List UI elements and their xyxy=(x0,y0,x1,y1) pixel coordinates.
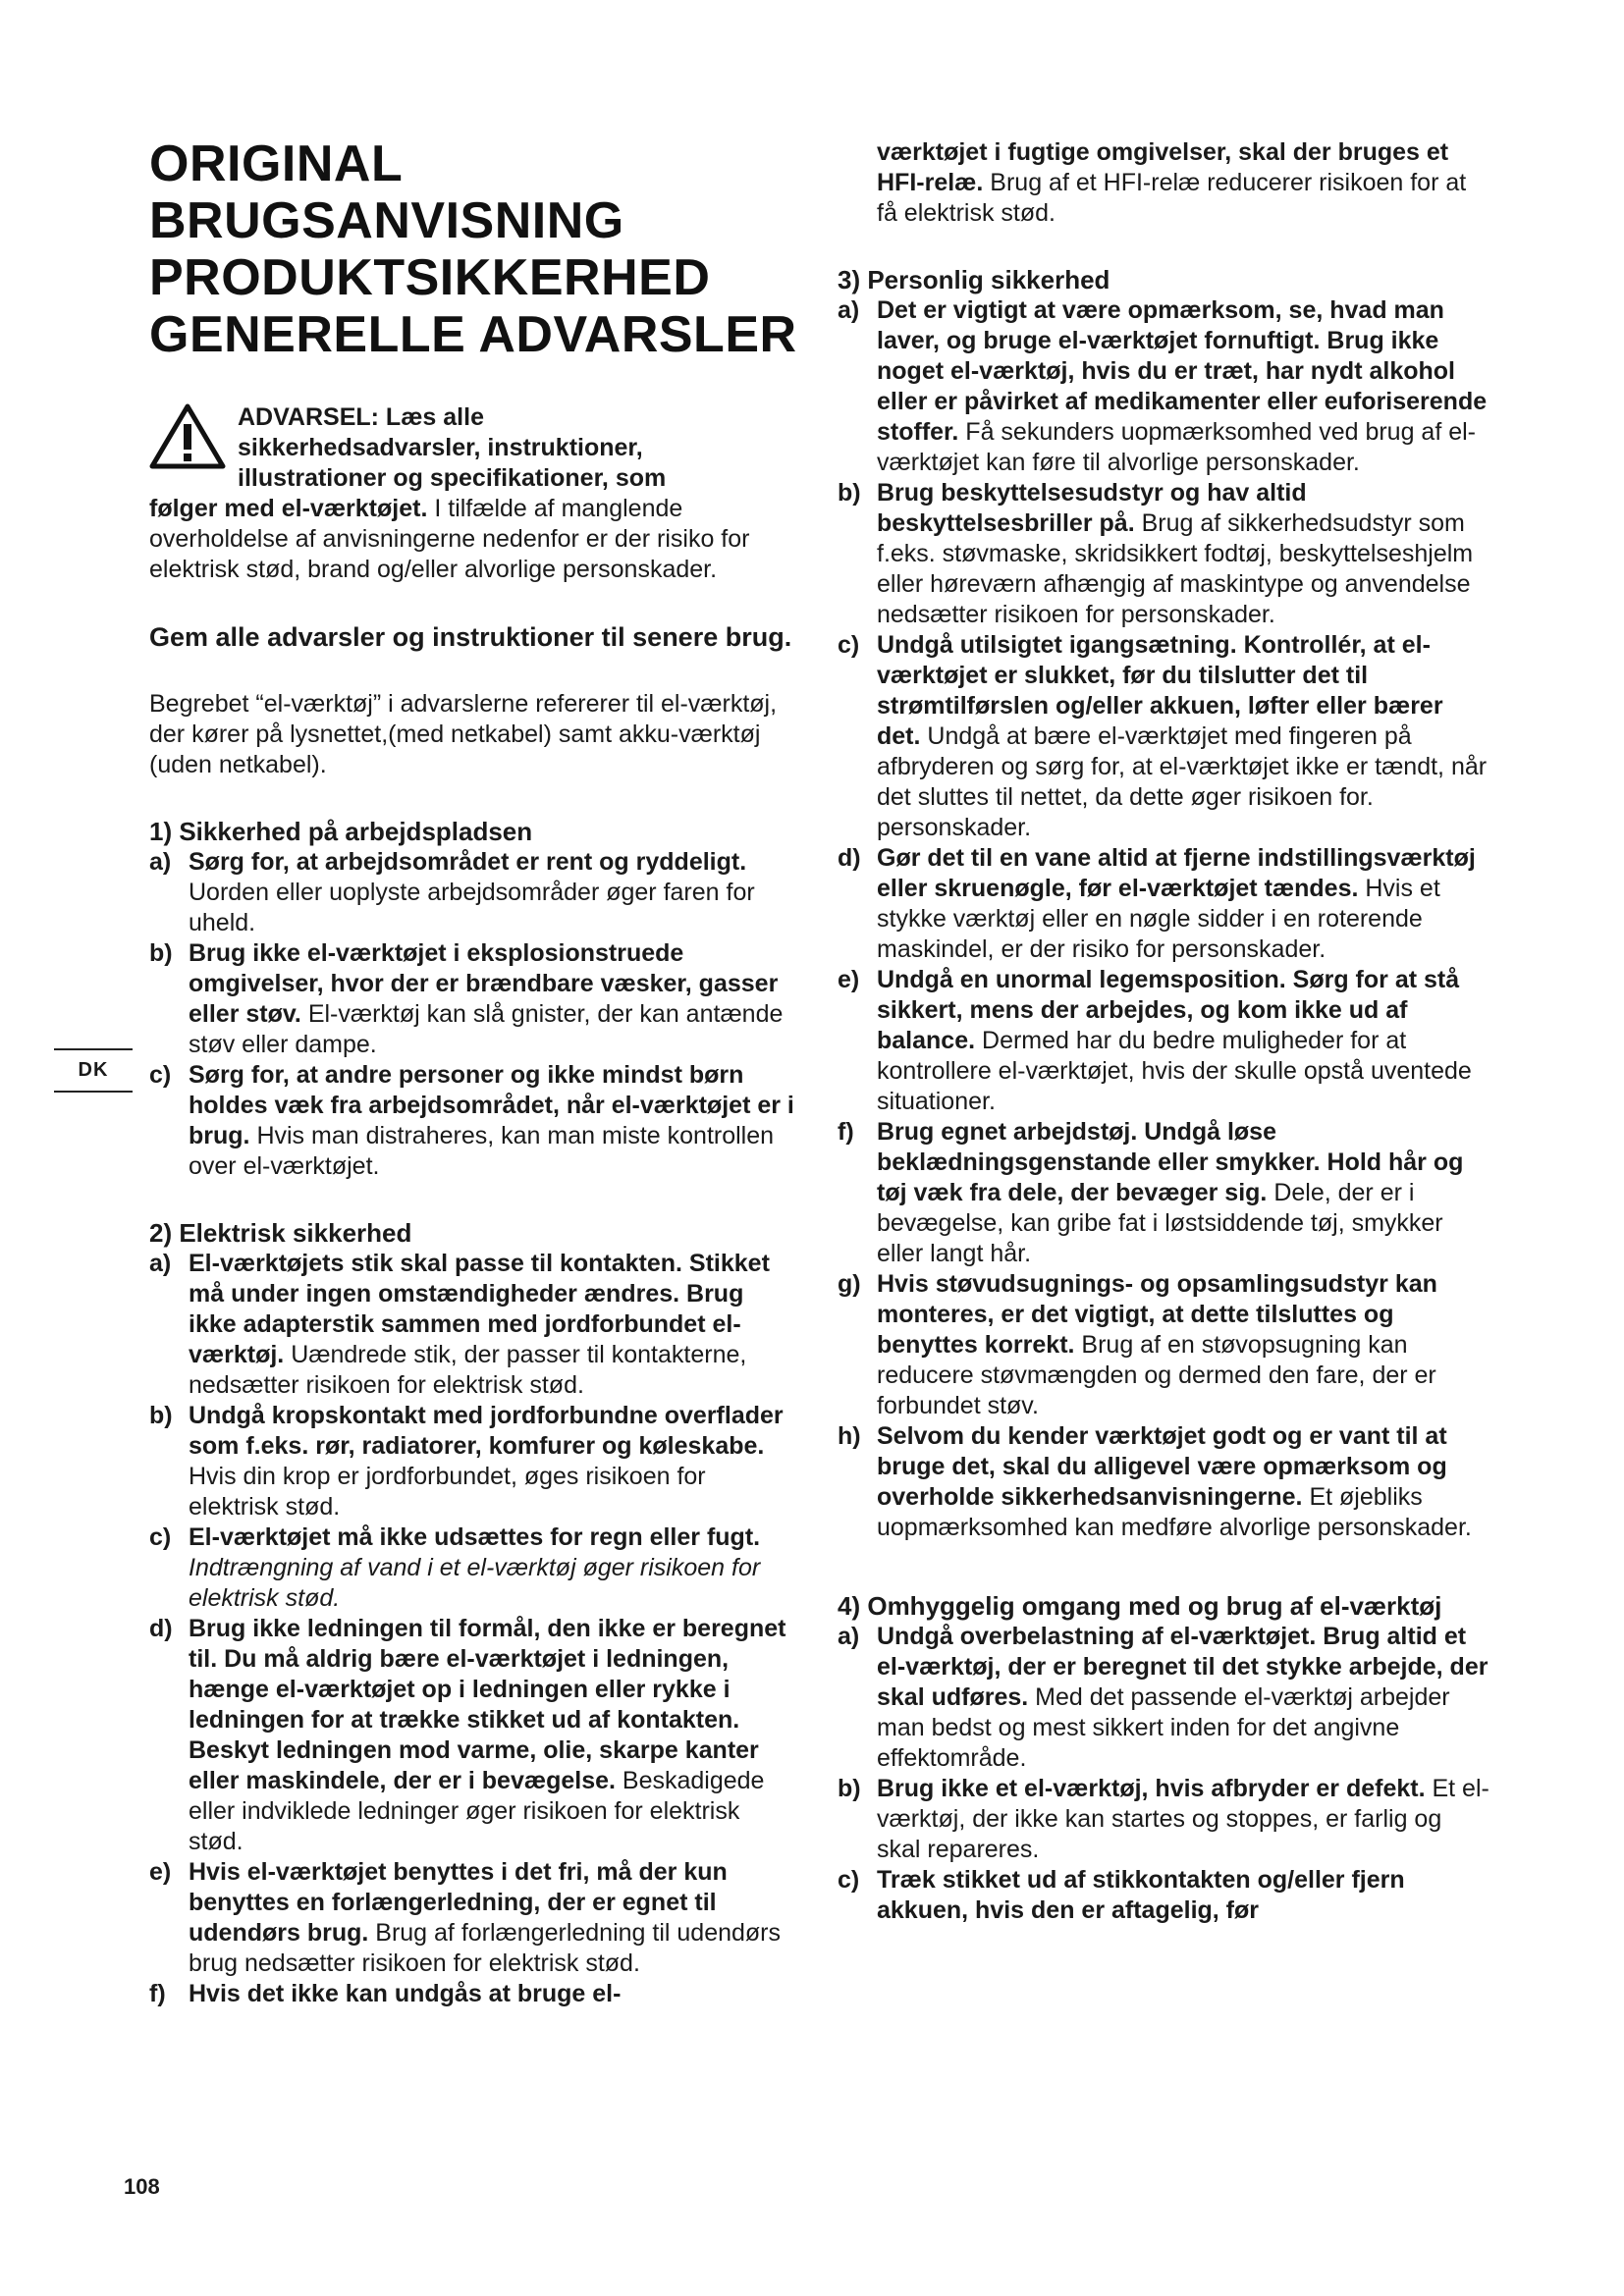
s2-item-c: c) El-værktøjet må ikke udsættes for regn eller fugt. Indtrængning af vand i et el-værktøj øger risikoen for elektrisk stød. xyxy=(149,1523,761,1612)
warning-line-1: ADVARSEL: Læs alle xyxy=(238,403,484,431)
section-1-heading: 1) Sikkerhed på arbejdspladsen xyxy=(149,817,533,846)
page-number: 108 xyxy=(124,2174,160,2199)
s3-item-h: h) Selvom du kender værktøjet godt og er vant til at bruge det, skal du alligevel være opmærksom og overholde sikkerhedsanvisningerne. Et øjebliks uopmærksomhed kan medføre alvorlige personskader. xyxy=(838,1422,1472,1541)
s3-item-d: d) Gør det til en vane altid at fjerne indstillingsværktøj eller skruenøgle, før el-værktøjet tændes. Hvis et stykke værktøj eller en nøgle sidder i en roterende maskindel, er der risiko for personskader. xyxy=(838,844,1476,963)
warning-block xyxy=(149,402,797,585)
warning-triangle-icon xyxy=(149,402,226,469)
s2-item-a: a) El-værktøjets stik skal passe til kontakten. Stikket må under ingen omstændigheder ændres. Brug ikke adapterstik sammen med jordforbundet el-værktøj. Uændrede stik, der passer til kontakterne, nedsætter risikoen for elektrisk stød. xyxy=(149,1250,770,1399)
s3-item-c: c) Undgå utilsigtet igangsætning. Kontrollér, at el-værktøjet er slukket, før du tilslutter det til strømtilførslen og/eller akkuen, løfter eller bærer det. Undgå at bære el-værktøjet med fingeren på afbryderen og sørg for, at el-værktøjet ikke er tændt, når det sluttes til nettet, da dette øger risikoen for. personskader. xyxy=(838,631,1488,841)
save-instructions-heading: Gem alle advarsler og instruktioner til senere brug. xyxy=(149,622,792,652)
s2-item-e: e) Hvis el-værktøjet benyttes i det fri, må der kun benyttes en forlængerledning, der er egnet til udendørs brug. Brug af forlængerledning til udendørs brug nedsætter risikoen for elektrisk stød. xyxy=(149,1858,782,1977)
s2-item-d: d) Brug ikke ledningen til formål, den ikke er beregnet til. Du må aldrig bære el-værktøjet i ledningen, hænge el-værktøjet op i ledningen eller rykke i ledningen for at trække stikket ud af kontakten. Beskyt ledningen mod varme, olie, skarpe kanter eller maskindele, der er i bevægelse. Beskadigede eller indviklede ledninger øger risikoen for elektrisk stød. xyxy=(149,1615,786,1855)
s4-item-b: b) Brug ikke et el-værktøj, hvis afbryder er defekt. Et el-værktøj, der ikke kan startes og stoppes, er farlig og skal repareres. xyxy=(838,1775,1489,1863)
section-2-heading: 2) Elektrisk sikkerhed xyxy=(149,1218,412,1248)
warning-line-2: sikkerhedsadvarsler, instruktioner, xyxy=(238,434,643,461)
s2-item-f-continued: værktøjet i fugtige omgivelser, skal der bruges et HFI-relæ. Brug af et HFI-relæ reducerer risikoen for at få elektrisk stød. xyxy=(877,138,1467,227)
s1-item-a: a) Sørg for, at arbejdsområdet er rent og ryddeligt. Uorden eller uoplyste arbejdsområder øger faren for uheld. xyxy=(149,848,755,936)
s3-item-b: b) Brug beskyttelsesudstyr og hav altid beskyttelsesbriller på. Brug af sikkerhedsudstyr som f.eks. støvmaske, skridsikkert fodtøj, beskyttelseshjelm eller høreværn afhængig af maskintype og anvendelse nedsætter risikoen for personskader. xyxy=(838,479,1474,628)
s2-item-b: b) Undgå kropskontakt med jordforbundne overflader som f.eks. rør, radiatorer, komfurer og køleskabe. Hvis din krop er jordforbundet, øges risikoen for elektrisk stød. xyxy=(149,1402,784,1521)
language-tab-label: DK xyxy=(78,1059,109,1081)
s2-item-f-start: f) Hvis det ikke kan undgås at bruge el- xyxy=(149,1980,622,2007)
s3-item-a: a) Det er vigtigt at være opmærksom, se, hvad man laver, og bruge el-værktøjet fornuftigt. Brug ikke noget el-værktøj, hvis du er træt, har nydt alkohol eller er påvirket af medikamenter eller euforiserende stoffer. Få sekunders uopmærksomhed ved brug af el-værktøjet kan føre til alvorlige personskader. xyxy=(838,296,1488,476)
s3-item-g: g) Hvis støvudsugnings- og opsamlingsudstyr kan monteres, er det vigtigt, at dette tilsluttes og benyttes korrekt. Brug af en støvopsugning kan reducere støvmængden og dermed den fare, der er forbundet støv. xyxy=(838,1270,1437,1419)
s4-item-a: a) Undgå overbelastning af el-værktøjet. Brug altid et el-værktøj, der er beregnet til det stykke arbejde, der skal udføres. Med det passende el-værktøj arbejder man bedst og mest sikkert inden for det angivne effektområde. xyxy=(838,1623,1489,1772)
s1-item-c: c) Sørg for, at andre personer og ikke mindst børn holdes væk fra arbejdsområdet, når el-værktøjet er i brug. Hvis man distraheres, kan man miste kontrollen over el-værktøjet. xyxy=(149,1061,794,1180)
warning-line-3: illustrationer og specifikationer, som xyxy=(238,464,667,492)
s4-item-c: c) Træk stikket ud af stikkontakten og/eller fjern akkuen, hvis den er aftagelig, før xyxy=(838,1866,1405,1924)
s3-item-e: e) Undgå en unormal legemsposition. Sørg for at stå sikkert, mens der arbejdes, og kom ikke ud af balance. Dermed har du bedre muligheder for at kontrollere el-værktøjet, hvis der skulle opstå uventede situationer. xyxy=(838,966,1472,1115)
left-column xyxy=(149,135,797,2009)
page-title: ORIGINAL BRUGSANVISNING PRODUKTSIKKERHED GENERELLE ADVARSLER xyxy=(149,135,797,363)
s1-item-b: b) Brug ikke el-værktøjet i eksplosionstruede omgivelser, hvor der er brændbare væsker, gasser eller støv. El-værktøj kan slå gnister, der kan antænde støv eller dampe. xyxy=(149,939,784,1058)
s3-item-f: f) Brug egnet arbejdstøj. Undgå løse beklædningsgenstande eller smykker. Hold hår og tøj væk fra dele, der bevæger sig. Dele, der er i bevægelse, kan gribe fat i løstsiddende tøj, smykker eller langt hår. xyxy=(838,1118,1464,1267)
language-tab xyxy=(54,1048,133,1093)
language-tab-bottom-rule xyxy=(54,1091,133,1093)
right-column xyxy=(838,137,1490,1926)
definition-paragraph: Begrebet “el-værktøj” i advarslerne refererer til el-værktøj, der kører på lysnettet,(med netkabel) samt akku-værktøj (uden netkabel). xyxy=(149,690,778,778)
warning-text: følger med el-værktøjet. I tilfælde af manglende overholdelse af anvisningerne nedenfor er der risiko for elektrisk stød, brand og/eller alvorlige personskader. xyxy=(149,495,750,583)
section-4-heading: 4) Omhyggelig omgang med og brug af el-værktøj xyxy=(838,1591,1442,1621)
section-3-heading: 3) Personlig sikkerhed xyxy=(838,265,1110,294)
